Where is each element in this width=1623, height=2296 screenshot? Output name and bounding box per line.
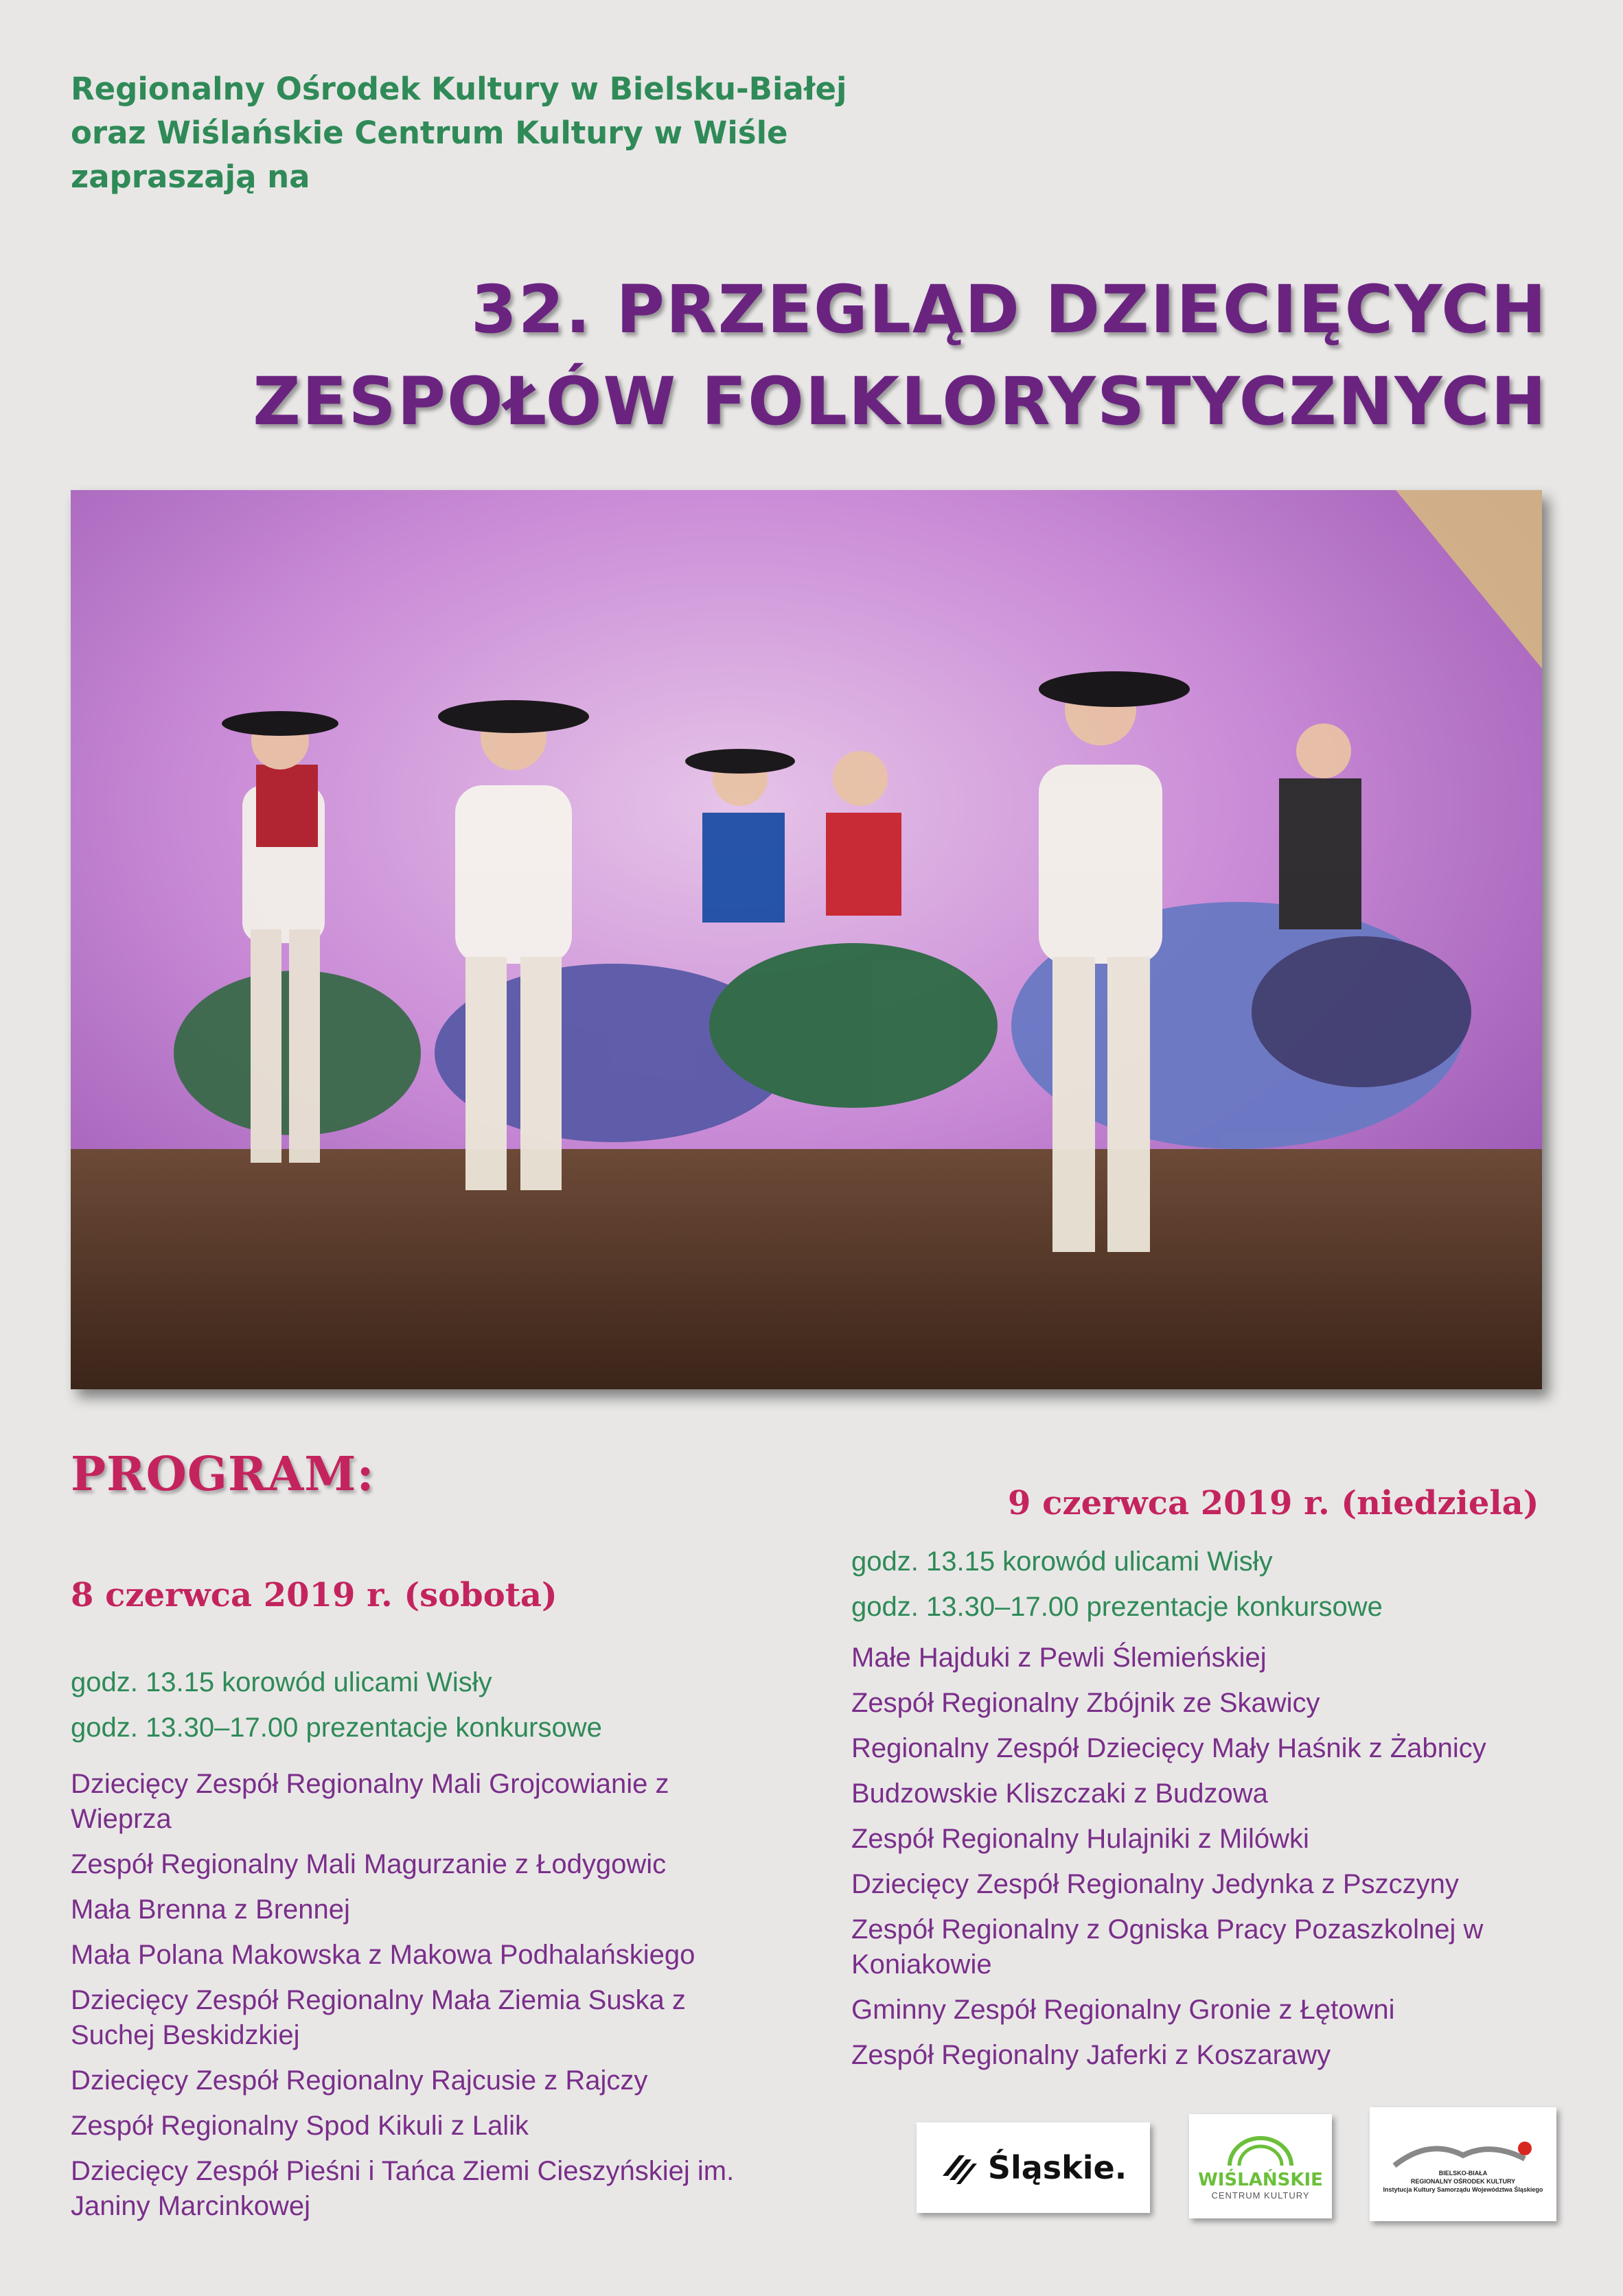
- slaskie-logo: [917, 2122, 1150, 2213]
- ensemble-item: Dziecięcy Zespół Pieśni i Tańca Ziemi Cieszyńskiej im. Janiny Marcinkowej: [71, 2156, 735, 2221]
- day2-column: [851, 1539, 1565, 2083]
- ensemble-item: Mała Polana Makowska z Makowa Podhalańskiego: [71, 1940, 695, 1970]
- ensemble-item: Dziecięcy Zespół Regionalny Mała Ziemia Suska z Suchej Beskidzkiej: [71, 1985, 686, 2050]
- ensemble-item: Dziecięcy Zespół Regionalny Rajcusie z Rajczy: [71, 2065, 648, 2096]
- ensemble-item: Zespół Regionalny Mali Magurzanie z Łodygowic: [71, 1849, 667, 1879]
- organizers-block: [71, 67, 847, 199]
- organizer-line-3: zapraszają na: [71, 159, 310, 195]
- event-title-line-1: 32. PRZEGLĄD DZIECIĘCYCH: [470, 271, 1547, 348]
- day1-schedule-item: godz. 13.30–17.00 prezentacje konkursowe: [71, 1713, 602, 1743]
- day1-schedule-item: godz. 13.15 korowód ulicami Wisły: [71, 1667, 492, 1697]
- ensemble-item: Budzowskie Kliszczaki z Budzowa: [851, 1778, 1268, 1809]
- folk-dance-photo: [71, 490, 1542, 1389]
- organizer-line-1: Regionalny Ośrodek Kultury w Bielsku-Białej: [71, 71, 847, 107]
- ensemble-item: Zespół Regionalny Spod Kikuli z Lalik: [71, 2111, 529, 2141]
- rok-logo: [1370, 2107, 1556, 2221]
- slaskie-stripes-icon: [940, 2148, 978, 2187]
- ensemble-item: Zespół Regionalny z Ogniska Pracy Pozaszkolnej w Koniakowie: [851, 1914, 1484, 1980]
- day2-ensemble-list: [851, 1640, 1565, 2073]
- day2-schedule-item: godz. 13.30–17.00 prezentacje konkursowe: [851, 1592, 1383, 1622]
- wck-logo-subtitle: CENTRUM KULTURY: [1211, 2190, 1310, 2201]
- program-heading: PROGRAM:: [71, 1447, 375, 1502]
- day1-heading: 8 czerwca 2019 r. (sobota): [71, 1576, 557, 1614]
- rok-mountains-icon: [1388, 2135, 1539, 2169]
- ensemble-item: Zespół Regionalny Hulajniki z Milówki: [851, 1824, 1309, 1854]
- day1-ensemble-list: [71, 1767, 826, 2224]
- ensemble-item: Mała Brenna z Brennej: [71, 1894, 350, 1925]
- organizer-line-2: oraz Wiślańskie Centrum Kultury w Wiśle: [71, 115, 788, 151]
- slaskie-logo-text: Śląskie.: [987, 2149, 1127, 2186]
- ensemble-item: Regionalny Zespół Dziecięcy Mały Haśnik z Żabnicy: [851, 1733, 1486, 1763]
- folk-dance-illustration: [71, 490, 1542, 1389]
- day2-schedule-item: godz. 13.15 korowód ulicami Wisły: [851, 1546, 1273, 1577]
- rok-logo-line-3: Instytucja Kultury Samorządu Województwa Śląskiego: [1383, 2186, 1543, 2193]
- ensemble-item: Gminny Zespół Regionalny Gronie z Łętowni: [851, 1995, 1395, 2025]
- ensemble-item: Małe Hajduki z Pewli Ślemieńskiej: [851, 1643, 1267, 1673]
- ensemble-item: Dziecięcy Zespół Regionalny Jedynka z Pszczyny: [851, 1869, 1459, 1899]
- day1-column: [71, 1660, 826, 2234]
- event-title-line-2: ZESPOŁÓW FOLKLORYSTYCZNYCH: [253, 363, 1547, 440]
- rok-logo-line-1: BIELSKO-BIAŁA: [1438, 2170, 1488, 2177]
- event-title: [253, 264, 1547, 448]
- rok-logo-line-2: REGIONALNY OŚRODEK KULTURY: [1410, 2178, 1516, 2185]
- day2-heading: 9 czerwca 2019 r. (niedziela): [1008, 1484, 1539, 1522]
- wck-arch-icon: [1223, 2133, 1298, 2167]
- wck-logo-name: WIŚLAŃSKIE: [1198, 2169, 1323, 2190]
- ensemble-item: Zespół Regionalny Jaferki z Koszarawy: [851, 2040, 1331, 2070]
- wck-logo: [1189, 2114, 1332, 2218]
- ensemble-item: Zespół Regionalny Zbójnik ze Skawicy: [851, 1688, 1320, 1718]
- ensemble-item: Dziecięcy Zespół Regionalny Mali Grojcowianie z Wieprza: [71, 1769, 669, 1834]
